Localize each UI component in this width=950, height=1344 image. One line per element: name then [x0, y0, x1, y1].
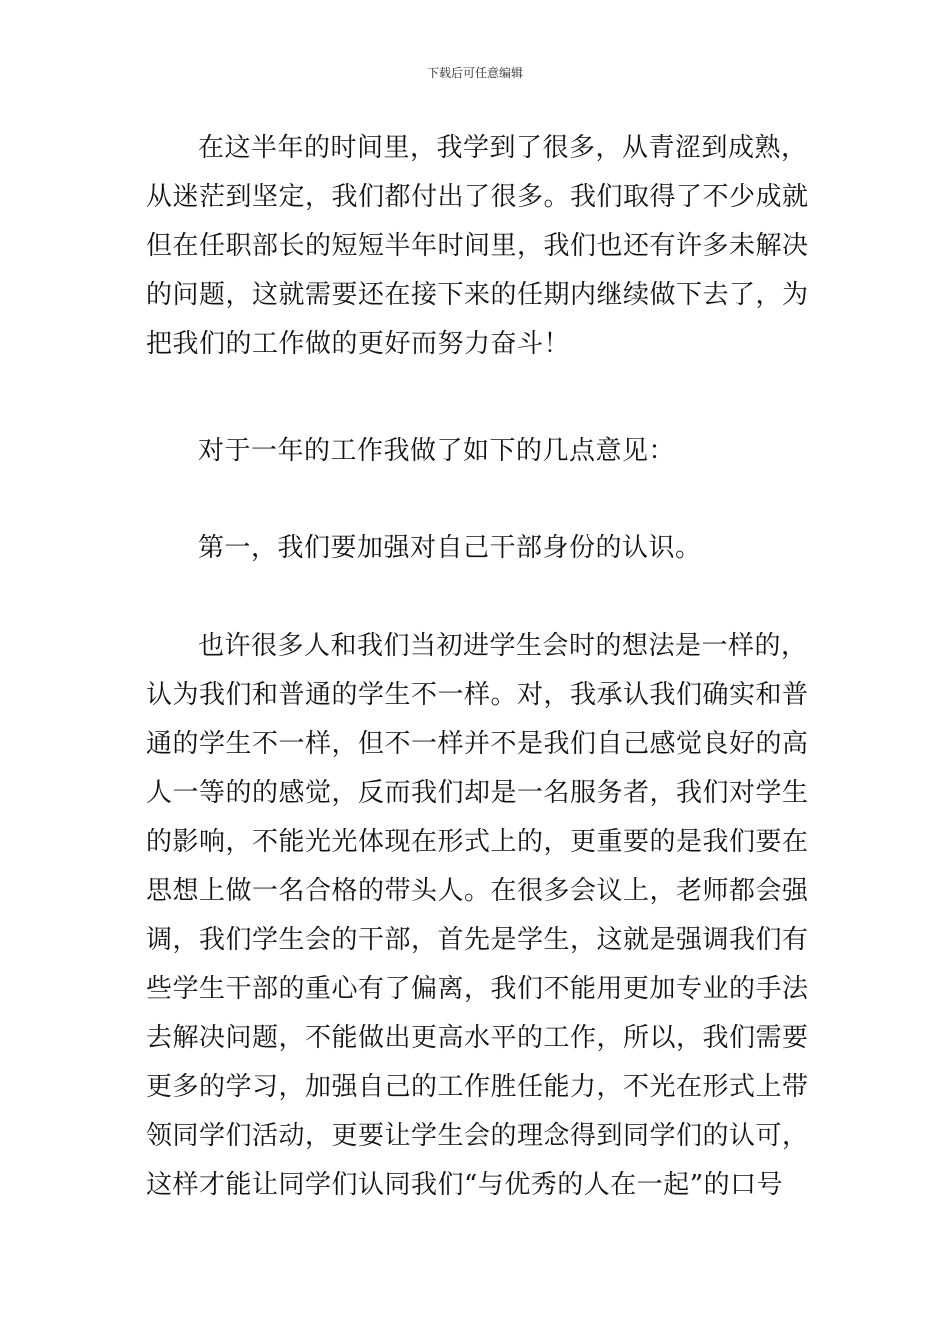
- text-line: 领同学们活动，更要让学生会的理念得到同学们的认可，: [146, 1121, 809, 1151]
- text-line: 的问题，这就需要还在接下来的任期内继续做下去了，为: [146, 280, 809, 310]
- text-line: 第一，我们要加强对自己干部身份的认识。: [198, 533, 702, 563]
- page-header: 下载后可任意编辑: [426, 66, 523, 80]
- paragraph-point-one: [146, 524, 806, 573]
- text-line: 思想上做一名合格的带头人。在很多会议上，老师都会强: [146, 876, 809, 906]
- text-line: 的影响，不能光光体现在形式上的，更重要的是我们要在: [146, 827, 809, 857]
- text-line: 也许很多人和我们当初进学生会时的想法是一样的，: [198, 631, 808, 661]
- text-line: 这样才能让同学们认同我们“与优秀的人在一起”的口号: [146, 1170, 784, 1200]
- text-line: 去解决问题，不能做出更高水平的工作，所以，我们需要: [146, 1023, 809, 1053]
- text-line: 认为我们和普通的学生不一样。对，我承认我们确实和普: [146, 680, 809, 710]
- paragraph-opinions-intro: [146, 427, 806, 476]
- text-line: 人一等的的感觉，反而我们却是一名服务者，我们对学生: [146, 778, 809, 808]
- text-line: 些学生干部的重心有了偏离，我们不能用更加专业的手法: [146, 974, 809, 1004]
- text-line: 在这半年的时间里，我学到了很多，从青涩到成熟，: [198, 133, 808, 163]
- text-line: 更多的学习，加强自己的工作胜任能力，不光在形式上带: [146, 1072, 809, 1102]
- paragraph-cadre-identity: [146, 622, 809, 1210]
- text-line: 把我们的工作做的更好而努力奋斗！: [146, 329, 571, 359]
- text-line: 但在任职部长的短短半年时间里，我们也还有许多未解决: [146, 231, 809, 261]
- text-line: 从迷茫到坚定，我们都付出了很多。我们取得了不少成就: [146, 182, 809, 212]
- text-line: 调，我们学生会的干部，首先是学生，这就是强调我们有: [146, 925, 809, 955]
- text-line: 对于一年的工作我做了如下的几点意见：: [198, 436, 676, 466]
- text-line: 通的学生不一样，但不一样并不是我们自己感觉良好的高: [146, 729, 809, 759]
- paragraph-reflection: [146, 124, 809, 369]
